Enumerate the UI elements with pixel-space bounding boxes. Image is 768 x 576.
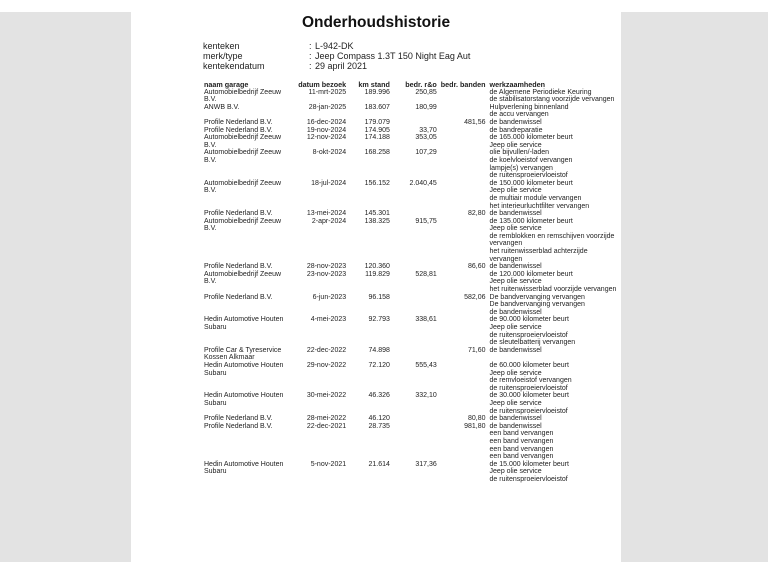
cell-ro: [392, 423, 439, 461]
work-item: Jeep olie service: [489, 141, 542, 149]
work-item: de sleutelbatterij vervangen: [489, 339, 576, 347]
work-item: een band vervangen: [489, 445, 554, 453]
work-item: een band vervangen: [489, 453, 554, 461]
work-item: de ruitensproeiervloeistof: [489, 384, 568, 392]
cell-ro: [392, 263, 439, 271]
separator: :: [309, 61, 312, 71]
cell-date: 18-jul-2024: [311, 179, 347, 187]
cell-banden: [439, 316, 488, 346]
cell-ro: 915,75: [415, 217, 437, 225]
cell-ro: 338,61: [415, 316, 437, 324]
work-item: de ruitensproeiervloeistof: [489, 331, 568, 339]
cell-garage: Hedin Automotive Houten Subaru: [204, 392, 284, 407]
cell-banden: [439, 271, 488, 294]
kenteken-value: L-942-DK: [315, 41, 354, 51]
cell-work: [488, 294, 621, 317]
cell-date: 6-jun-2023: [312, 293, 347, 301]
work-item: de bandreparatie: [489, 126, 543, 134]
table-row: [202, 392, 621, 415]
work-item: de 90.000 kilometer beurt: [489, 316, 569, 324]
cell-work: [488, 119, 621, 127]
cell-date: 11-mrt-2025: [308, 88, 347, 96]
cell-work: [488, 210, 621, 218]
work-item: Jeep olie service: [489, 187, 542, 195]
cell-date: 19-nov-2024: [306, 126, 347, 134]
work-item: Jeep olie service: [489, 369, 542, 377]
cell-banden: 82,80: [468, 210, 486, 218]
cell-banden: 582,06: [464, 293, 486, 301]
cell-ro: 180,99: [415, 103, 437, 111]
work-item: olie bijvullen/-laden: [489, 149, 550, 157]
cell-garage: Profile Nederland B.V.: [204, 210, 273, 218]
cell-garage: Profile Nederland B.V.: [204, 126, 273, 134]
work-item: De bandvervanging vervangen: [489, 301, 585, 309]
cell-banden: 86,60: [468, 263, 486, 271]
cell-banden: [439, 180, 488, 210]
cell-km: 21.614: [368, 460, 390, 468]
cell-ro: 332,10: [415, 392, 437, 400]
work-item: het interieurluchtfilter vervangen: [489, 202, 590, 210]
cell-date: 28-nov-2023: [306, 263, 347, 271]
cell-garage: Hedin Automotive Houten Subaru: [204, 361, 284, 377]
header-work: werkzaamheden: [489, 80, 546, 89]
work-item: het ruitenwisserblad achterzijde vervangen: [489, 248, 588, 263]
table-row: [202, 423, 621, 461]
cell-km: 183.607: [364, 103, 390, 111]
cell-garage: Automobielbedrijf Zeeuw B.V.: [204, 149, 282, 164]
cell-ro: 555,43: [415, 361, 437, 369]
cell-km: 120.360: [364, 263, 390, 271]
separator: :: [309, 41, 312, 51]
cell-garage: Profile Nederland B.V.: [204, 293, 273, 301]
cell-banden: [439, 149, 488, 179]
cell-km: 92.793: [368, 316, 390, 324]
table-row: [202, 347, 621, 362]
table-row: [202, 461, 621, 484]
cell-date: 22-dec-2021: [306, 422, 347, 430]
cell-date: 28-jan-2025: [308, 103, 347, 111]
table-row: [202, 134, 621, 149]
cell-km: 46.120: [368, 415, 390, 423]
header-ro: bedr. r&o: [405, 80, 437, 89]
header-garage: naam garage: [204, 80, 249, 89]
cell-km: 174.905: [364, 126, 390, 134]
work-item: de bandenwissel: [489, 415, 542, 423]
work-item: een band vervangen: [489, 430, 554, 438]
table-row: [202, 89, 621, 104]
cell-work: [488, 362, 621, 392]
cell-banden: [439, 89, 488, 104]
table-row: [202, 104, 621, 119]
work-item: lampje(s) vervangen: [489, 164, 553, 172]
cell-date: 29-nov-2022: [306, 361, 347, 369]
work-item: de multiair module vervangen: [489, 194, 582, 202]
cell-banden: [439, 218, 488, 264]
work-item: Jeep olie service: [489, 324, 542, 331]
work-item: de koelvloeistof vervangen: [489, 156, 573, 164]
cell-km: 28.735: [368, 422, 390, 430]
table-row: [202, 316, 621, 346]
header-km: km stand: [358, 80, 390, 89]
work-item: Jeep olie service: [489, 225, 542, 233]
cell-date: 8-okt-2024: [312, 149, 347, 157]
cell-ro: 528,81: [415, 270, 437, 278]
cell-km: 138.325: [364, 217, 390, 225]
header-date: datum bezoek: [298, 80, 347, 89]
work-item: de 120.000 kilometer beurt: [489, 270, 573, 278]
work-item: de ruitensproeiervloeistof: [489, 475, 568, 483]
cell-date: 22-dec-2022: [306, 346, 347, 354]
cell-ro: [392, 119, 439, 127]
work-item: de 165.000 kilometer beurt: [489, 134, 573, 142]
cell-work: [488, 263, 621, 271]
cell-ro: [392, 415, 439, 423]
work-item: de stabilisatorstang voorzijde vervangen: [489, 96, 615, 104]
cell-work: [488, 423, 621, 461]
cell-work: [488, 149, 621, 179]
cell-km: 74.898: [368, 346, 390, 354]
work-item: Jeep olie service: [489, 399, 542, 407]
work-item: de 150.000 kilometer beurt: [489, 179, 573, 187]
table-row: [202, 271, 621, 294]
work-item: de ruitensproeiervloeistof: [489, 172, 568, 180]
cell-km: 72.120: [368, 361, 390, 369]
cell-ro: 2.040,45: [409, 179, 437, 187]
cell-work: [488, 180, 621, 210]
work-item: de remblokken en remschijven voorzijde vervangen: [489, 232, 615, 248]
work-item: de bandenwissel: [489, 422, 542, 430]
cell-garage: Profile Nederland B.V.: [204, 263, 273, 271]
maintenance-table: [202, 81, 621, 483]
work-item: de bandenwissel: [489, 308, 542, 316]
merk-row: [203, 51, 470, 61]
work-item: Jeep olie service: [489, 468, 542, 476]
table-row: [202, 263, 621, 271]
cell-date: 28-mei-2022: [306, 415, 347, 423]
cell-garage: Profile Car & Tyreservice Kossen Alkmaar: [204, 346, 282, 362]
kenteken-row: [203, 41, 470, 51]
page-title: Onderhoudshistorie: [301, 14, 451, 31]
work-item: een band vervangen: [489, 437, 554, 445]
cell-ro: 33,70: [419, 126, 437, 134]
cell-ro: 107,29: [415, 149, 437, 157]
cell-banden: [439, 461, 488, 484]
work-item: de ruitensproeiervloeistof: [489, 407, 568, 415]
work-item: de bandenwissel: [489, 118, 542, 126]
cell-date: 23-nov-2023: [306, 270, 347, 278]
table-header-row: [202, 81, 621, 89]
cell-ro: 317,36: [415, 460, 437, 468]
cell-garage: Automobielbedrijf Zeeuw B.V.: [204, 88, 282, 104]
cell-ro: [392, 294, 439, 317]
work-item: het ruitenwisserblad voorzijde vervangen: [489, 286, 617, 294]
cell-banden: 981,80: [464, 422, 486, 430]
cell-banden: [439, 127, 488, 135]
cell-date: 4-mei-2023: [310, 316, 347, 324]
cell-date: 12-nov-2024: [306, 134, 347, 142]
kenteken-label: kenteken: [203, 41, 240, 51]
table-row: [202, 294, 621, 317]
table-row: [202, 218, 621, 264]
work-item: Jeep olie service: [489, 278, 542, 286]
separator: :: [309, 51, 312, 61]
cell-garage: Hedin Automotive Houten Subaru: [204, 316, 284, 331]
cell-banden: [439, 104, 488, 119]
cell-km: 119.829: [365, 270, 390, 278]
work-item: de remvloeistof vervangen: [489, 377, 572, 385]
table-row: [202, 362, 621, 392]
cell-km: 145.301: [364, 210, 390, 218]
cell-work: [488, 415, 621, 423]
work-item: de 60.000 kilometer beurt: [489, 361, 569, 369]
cell-date: 5-nov-2021: [310, 460, 347, 468]
cell-banden: 481,56: [464, 118, 486, 126]
cell-date: 30-mei-2022: [306, 392, 347, 400]
cell-km: 156.152: [364, 179, 390, 187]
cell-work: [488, 104, 621, 119]
cell-km: 189.996: [364, 88, 390, 96]
merk-label: merk/type: [203, 51, 243, 61]
cell-ro: [392, 210, 439, 218]
cell-garage: Profile Nederland B.V.: [204, 118, 273, 126]
work-item: de 135.000 kilometer beurt: [489, 217, 573, 225]
cell-banden: [439, 392, 488, 415]
cell-work: [488, 316, 621, 346]
kentekendatum-value: 29 april 2021: [315, 61, 368, 71]
cell-work: [488, 271, 621, 294]
cell-work: [488, 392, 621, 415]
cell-km: 174.188: [364, 134, 390, 142]
table-row: [202, 415, 621, 423]
cell-work: [488, 134, 621, 149]
cell-km: 179.079: [364, 118, 390, 126]
work-item: de 15.000 kilometer beurt: [489, 460, 569, 468]
cell-garage: Automobielbedrijf Zeeuw B.V.: [204, 270, 282, 286]
header-banden: bedr. banden: [440, 80, 486, 89]
cell-km: 96.158: [368, 293, 390, 301]
document-page: [131, 12, 621, 562]
cell-ro: [392, 347, 439, 362]
cell-work: [488, 218, 621, 264]
cell-garage: Automobielbedrijf Zeeuw B.V.: [204, 179, 282, 195]
work-item: Hulpverlening binnenland: [489, 103, 569, 111]
cell-work: [488, 89, 621, 104]
cell-garage: Automobielbedrijf Zeeuw B.V.: [204, 217, 282, 233]
merk-value: Jeep Compass 1.3T 150 Night Eag Aut: [315, 51, 471, 61]
work-item: de bandenwissel: [489, 346, 542, 354]
work-item: de bandenwissel: [489, 210, 542, 218]
table-row: [202, 210, 621, 218]
table-row: [202, 149, 621, 179]
work-item: de accu vervangen: [489, 111, 549, 119]
work-item: de bandenwissel: [489, 263, 542, 271]
kentekendatum-label: kentekendatum: [203, 61, 265, 71]
cell-date: 13-mei-2024: [306, 210, 347, 218]
cell-banden: [439, 362, 488, 392]
cell-garage: Automobielbedrijf Zeeuw B.V.: [204, 134, 282, 149]
table-row: [202, 127, 621, 135]
cell-garage: Hedin Automotive Houten Subaru: [204, 460, 284, 476]
work-item: de 30.000 kilometer beurt: [489, 392, 569, 400]
cell-garage: Profile Nederland B.V.: [204, 415, 273, 423]
cell-ro: 353,05: [415, 134, 437, 142]
cell-work: [488, 347, 621, 362]
table-row: [202, 180, 621, 210]
vehicle-info: [203, 41, 470, 71]
cell-banden: [439, 134, 488, 149]
cell-garage: ANWB B.V.: [204, 103, 240, 111]
cell-garage: Profile Nederland B.V.: [204, 422, 273, 430]
kentekendatum-row: [203, 61, 470, 71]
cell-work: [488, 461, 621, 484]
work-item: de Algemene Periodieke Keuring: [489, 88, 592, 96]
document-viewer: [0, 12, 768, 562]
table-row: [202, 119, 621, 127]
work-item: De bandvervanging vervangen: [489, 293, 585, 301]
cell-banden: 71,60: [468, 346, 486, 354]
cell-km: 46.326: [368, 392, 390, 400]
cell-date: 16-dec-2024: [306, 118, 347, 126]
cell-banden: 80,80: [468, 415, 486, 423]
cell-work: [488, 127, 621, 135]
cell-date: 2-apr-2024: [311, 217, 347, 225]
cell-ro: 250,85: [415, 88, 437, 96]
cell-km: 168.258: [364, 149, 390, 157]
